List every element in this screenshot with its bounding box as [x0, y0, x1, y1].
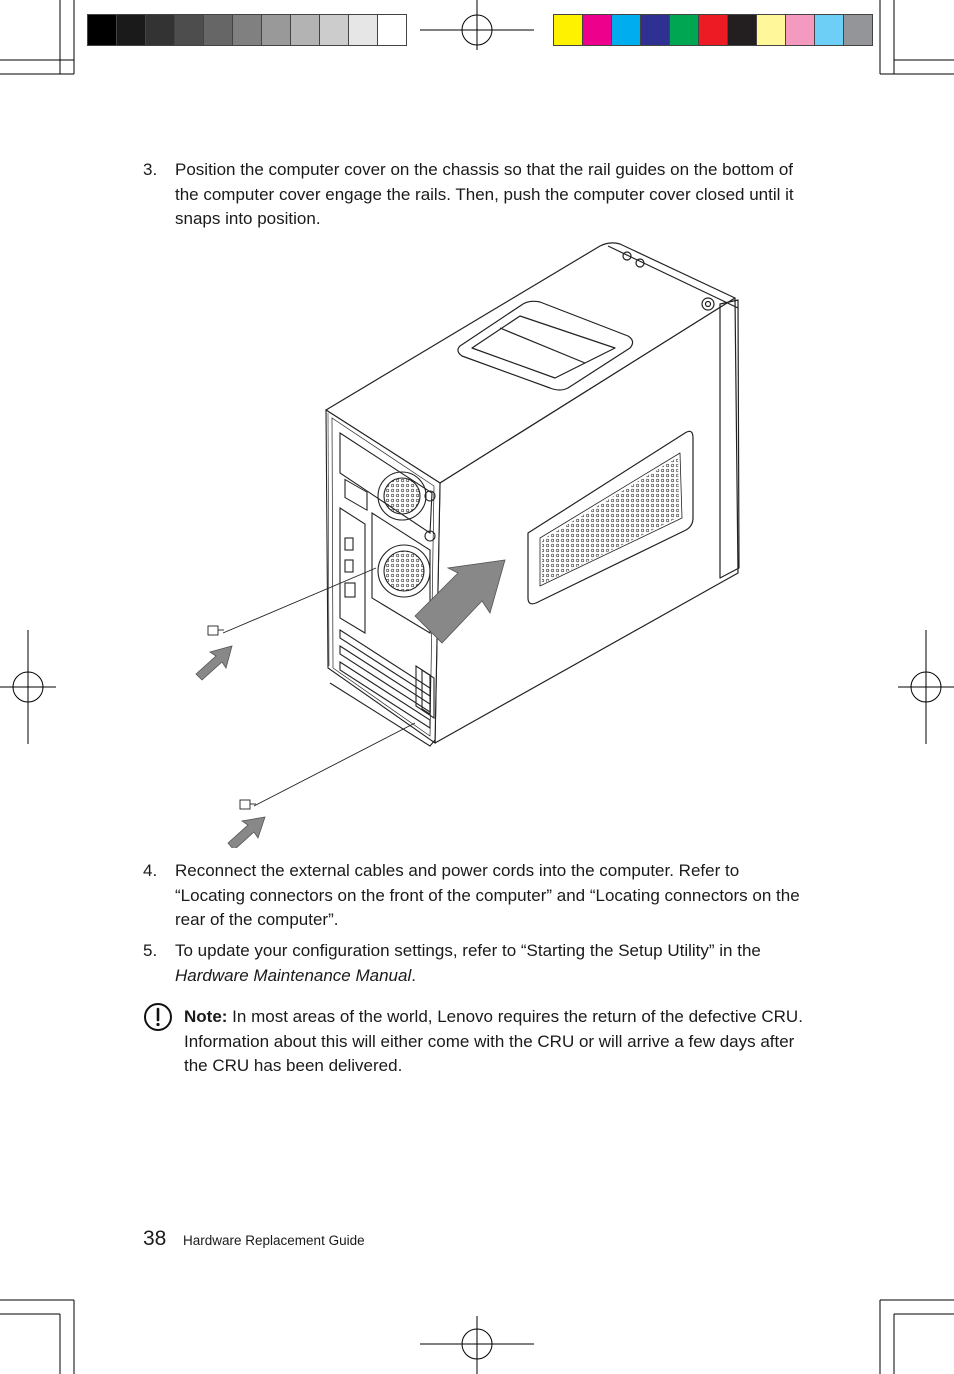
step-text: [175, 939, 803, 988]
color-swatch: [291, 15, 320, 45]
color-swatch: [378, 15, 406, 45]
page-number: 38: [143, 1227, 167, 1250]
color-swatch: [612, 15, 641, 45]
color-swatch: [146, 15, 175, 45]
note-block: [143, 1005, 803, 1079]
step-text-end: .: [411, 965, 416, 985]
step-text: Position the computer cover on the chassis so that the rail guides on the bottom of the computer cover engage the rails. Then, push the computer cover closed until it snaps into position.: [175, 160, 794, 228]
color-swatch: [728, 15, 757, 45]
color-swatch: [204, 15, 233, 45]
color-swatch: [699, 15, 728, 45]
attention-icon: [143, 1002, 173, 1032]
note-body: In most areas of the world, Lenovo requires the return of the defective CRU. Information about this will either come with the CRU or will arrive a few days after the CRU has been delivered.: [184, 1007, 803, 1075]
manual-title: Hardware Maintenance Manual: [175, 965, 412, 985]
color-swatch: [349, 15, 378, 45]
color-swatch: [757, 15, 786, 45]
color-swatch: [320, 15, 349, 45]
step-3: [143, 158, 803, 232]
note-label: Note:: [184, 1007, 228, 1026]
footer-title: Hardware Replacement Guide: [183, 1233, 365, 1248]
color-swatch: [844, 15, 872, 45]
chassis-illustration: [190, 238, 750, 848]
grayscale-color-bar: [87, 14, 407, 46]
color-swatch: [233, 15, 262, 45]
color-swatch: [117, 15, 146, 45]
step-5: [143, 939, 803, 988]
color-swatch: [786, 15, 815, 45]
step-text-part: To update your configuration settings, refer to “Starting the Setup Utility” in the: [175, 941, 761, 960]
step-number: 5.: [143, 941, 158, 960]
step-number: 4.: [143, 861, 158, 880]
process-color-bar: [553, 14, 873, 46]
color-swatch: [583, 15, 612, 45]
color-swatch: [815, 15, 844, 45]
color-swatch: [175, 15, 204, 45]
color-swatch: [88, 15, 117, 45]
color-swatch: [554, 15, 583, 45]
color-swatch: [670, 15, 699, 45]
step-text: Reconnect the external cables and power cords into the computer. Refer to “Locating connectors on the front of the computer” and “Locating connectors on the rear of the computer”.: [175, 861, 800, 929]
step-number: 3.: [143, 160, 158, 179]
note-text: [184, 1005, 803, 1079]
color-swatch: [641, 15, 670, 45]
color-swatch: [262, 15, 291, 45]
step-4: [143, 859, 803, 933]
